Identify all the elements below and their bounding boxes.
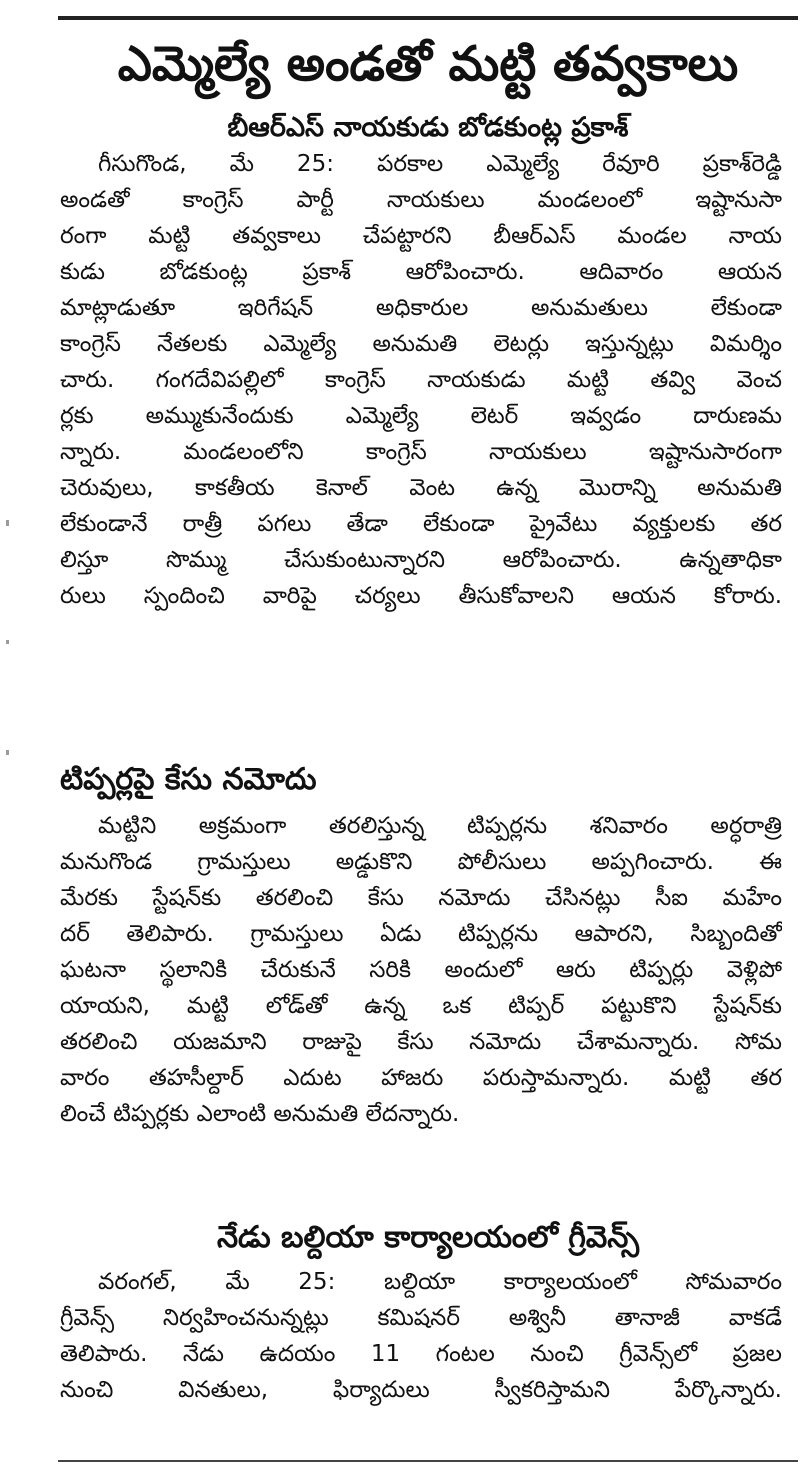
subheadline: బీఆర్ఎస్ నాయకుడు బోడకుంట్ల ప్రకాశ్ [227, 112, 629, 143]
article-line: అండతో కాంగ్రెస్ పార్టీ నాయకులు మండలంలో ఇష్టానుసా [60, 187, 782, 213]
top-rule [58, 16, 798, 20]
article-line: గ్రీవెన్స్ నిర్వహించనున్నట్లు కమిషనర్ అశ్వినీ తానాజీ వాకడే [60, 1305, 782, 1331]
article-line: రులు స్పందించి వారిపై చర్యలు తీసుకోవాలని ఆయన కోరారు. [60, 583, 782, 609]
article-line: న్నారు. మండలంలోని కాంగ్రెస్ నాయకులు ఇష్టానుసారంగా [60, 439, 782, 465]
article-line: కాంగ్రెస్ నేతలకు ఎమ్మెల్యే అనుమతి లెటర్లు ఇస్తున్నట్లు విమర్శిం [60, 331, 782, 357]
article-line: దర్ తెలిపారు. గ్రామస్తులు ఏడు టిప్పర్లను ఆపారని, సిబ్బందితో [60, 921, 782, 947]
article-line: లిస్తూ సొమ్ము చేసుకుంటున్నారని ఆరోపించారు. ఉన్నతాధికా [60, 547, 782, 573]
section-heading: నేడు బల్దియా కార్యాలయంలో గ్రీవెన్స్ [216, 1220, 640, 1255]
section-body [60, 1264, 782, 1408]
article-line: లించే టిప్పర్లకు ఎలాంటి అనుమతి లేదన్నారు. [60, 1101, 460, 1127]
section-body [60, 808, 782, 1132]
article-line: వరంగల్, మే 25: బల్దియా కార్యాలయంలో సోమవారం [98, 1269, 782, 1295]
article-body [60, 146, 782, 614]
margin-artifact [6, 640, 9, 644]
margin-artifact [6, 520, 9, 526]
margin-artifact [6, 750, 9, 755]
article-line: లేకుండానే రాత్రీ పగలు తేడా లేకుండా ప్రైవేటు వ్యక్తులకు తర [60, 511, 782, 537]
article-line: వారం తహసీల్దార్ ఎదుట హాజరు పరుస్తామన్నారు. మట్టి తర [60, 1065, 782, 1091]
article-line: నుంచి వినతులు, ఫిర్యాదులు స్వీకరిస్తామని పేర్కొన్నారు. [60, 1377, 782, 1403]
article-line: ఘటనా స్థలానికి చేరుకునే సరికి అందులో ఆరు టిప్పర్లు వెళ్లిపో [60, 957, 782, 983]
article-line: కుడు బోడకుంట్ల ప్రకాశ్ ఆరోపించారు. ఆదివారం ఆయన [60, 259, 782, 285]
article-line: చెరువులు, కాకతీయ కెనాల్ వెంట ఉన్న మొరాన్ని అనుమతి [60, 475, 782, 501]
article-line: తెలిపారు. నేడు ఉదయం 11 గంటల నుంచి గ్రీవెన్స్‌లో ప్రజల [60, 1341, 782, 1367]
article-line: చారు. గంగదేవిపల్లిలో కాంగ్రెస్ నాయకుడు మట్టి తవ్వి వెంచ [60, 367, 782, 393]
article-line: మాట్లాడుతూ ఇరిగేషన్ అధికారుల అనుమతులు లేకుండా [60, 295, 782, 321]
article-line: రంగా మట్టి తవ్వకాలు చేపట్టారని బీఆర్ఎస్ మండల నాయ [60, 223, 782, 249]
article-line: తరలించి యజమాని రాజుపై కేసు నమోదు చేశామన్నారు. సోమ [60, 1029, 782, 1055]
article-line: ర్లకు అమ్ముకునేందుకు ఎమ్మెల్యే లెటర్ ఇవ్వడం దారుణమ [60, 403, 782, 429]
bottom-rule [58, 1460, 798, 1462]
section-heading: టిప్పర్లపై కేసు నమోదు [60, 762, 317, 797]
article-line: గీసుగొండ, మే 25: పరకాల ఎమ్మెల్యే రేవూరి ప్రకాశ్‌రెడ్డి [98, 151, 782, 177]
article-line: యాయని, మట్టి లోడ్‌తో ఉన్న ఒక టిప్పర్ పట్టుకొని స్టేషన్‌కు [60, 993, 782, 1019]
article-line: మట్టిని అక్రమంగా తరలిస్తున్న టిప్పర్లను శనివారం అర్ధరాత్రి [98, 813, 782, 839]
headline: ఎమ్మెల్యే అండతో మట్టి తవ్వకాలు [117, 36, 739, 92]
article-line: మేరకు స్టేషన్‌కు తరలించి కేసు నమోదు చేసినట్లు సీఐ మహేం [60, 885, 782, 911]
article-line: మనుగొండ గ్రామస్తులు అడ్డుకొని పోలీసులు అప్పగించారు. ఈ [60, 849, 782, 875]
